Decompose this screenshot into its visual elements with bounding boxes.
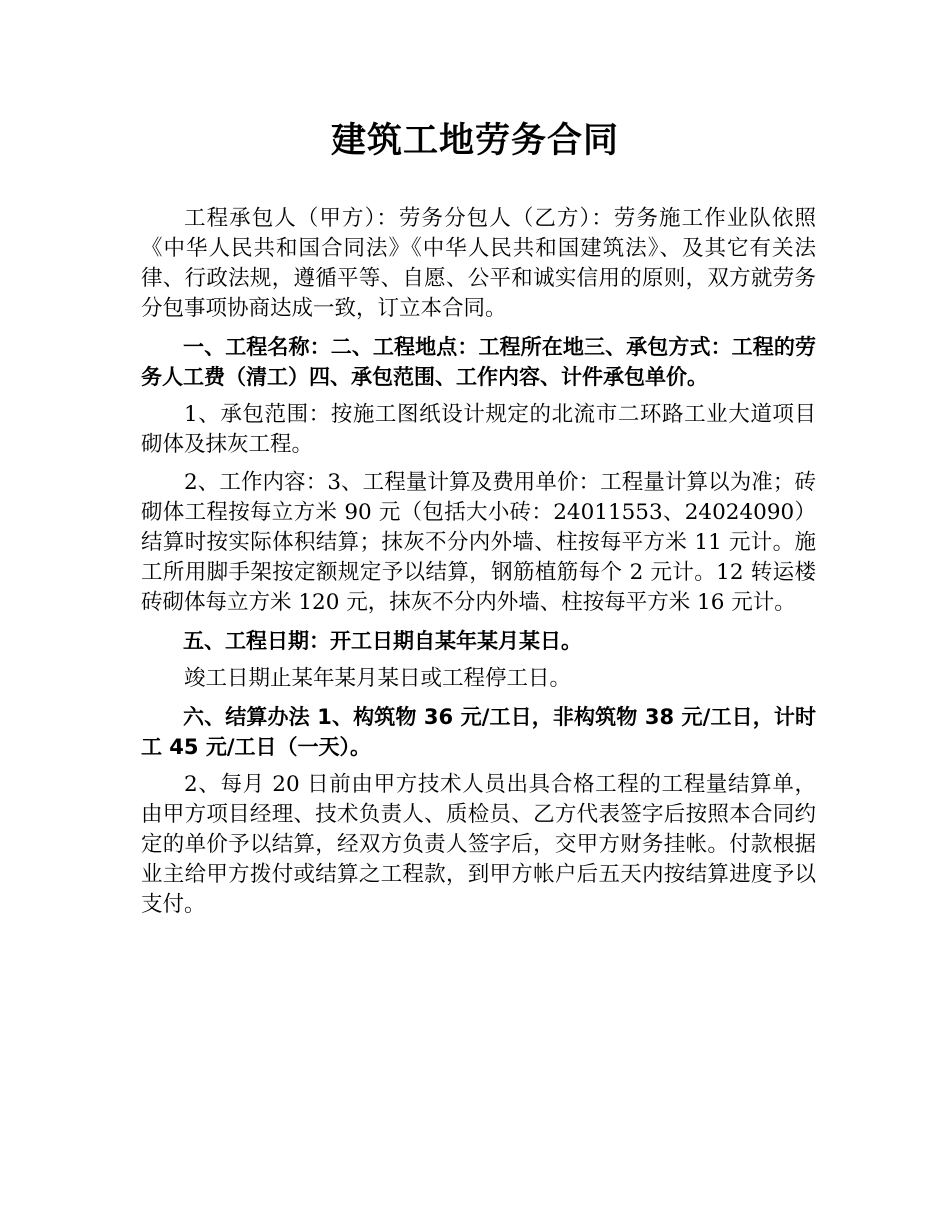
paragraph-intro: 工程承包人（甲方）：劳务分包人（乙方）：劳务施工作业队依照《中华人民共和国合同法》《中华人民共和国建筑法》、及其它有关法律、行政法规，遵循平等、自愿、公平和诚实信用的原则，双方就劳务分包事项协商达成一致，订立本合同。 [141, 206, 816, 321]
document-body [141, 204, 816, 928]
paragraph-work-content: 2、工作内容：3、工程量计算及费用单价：工程量计算以为准；砖砌体工程按每立方米 90 元（包括大小砖：24011553、24024090）结算时按实际体积结算；抹灰不分内外墙、柱按每平方米 11 元计。施工所用脚手架按定额规定予以结算，钢筋植筋每个 2 元计。12 转运楼砖砌体每立方米 120 元，抹灰不分内外墙、柱按每平方米 16 元计。 [141, 470, 816, 615]
paragraph-payment: 2、每月 20 日前由甲方技术人员出具合格工程的工程量结算单，由甲方项目经理、技术负责人、质检员、乙方代表签字后按照本合同约定的单价予以结算，经双方负责人签字后，交甲方财务挂帐。付款根据业主给甲方拨付或结算之工程款，到甲方帐户后五天内按结算进度予以支付。 [141, 772, 816, 917]
document-title: 建筑工地劳务合同 [330, 121, 619, 161]
paragraph-completion: 竣工日期止某年某月某日或工程停工日。 [184, 666, 572, 691]
paragraph-sections-1-4: 一、工程名称：二、工程地点：工程所在地三、承包方式：工程的劳务人工费（清工）四、承包范围、工作内容、计件承包单价。 [141, 335, 816, 389]
paragraph-schedule: 五、工程日期：开工日期自某年某月某日。 [183, 629, 582, 653]
paragraph-settlement: 六、结算办法 1、构筑物 36 元/工日，非构筑物 38 元/工日，计时工 45 元/工日（一天）。 [141, 705, 816, 759]
paragraph-scope: 1、承包范围：按施工图纸设计规定的北流市二环路工业大道项目砌体及抹灰工程。 [141, 402, 816, 457]
